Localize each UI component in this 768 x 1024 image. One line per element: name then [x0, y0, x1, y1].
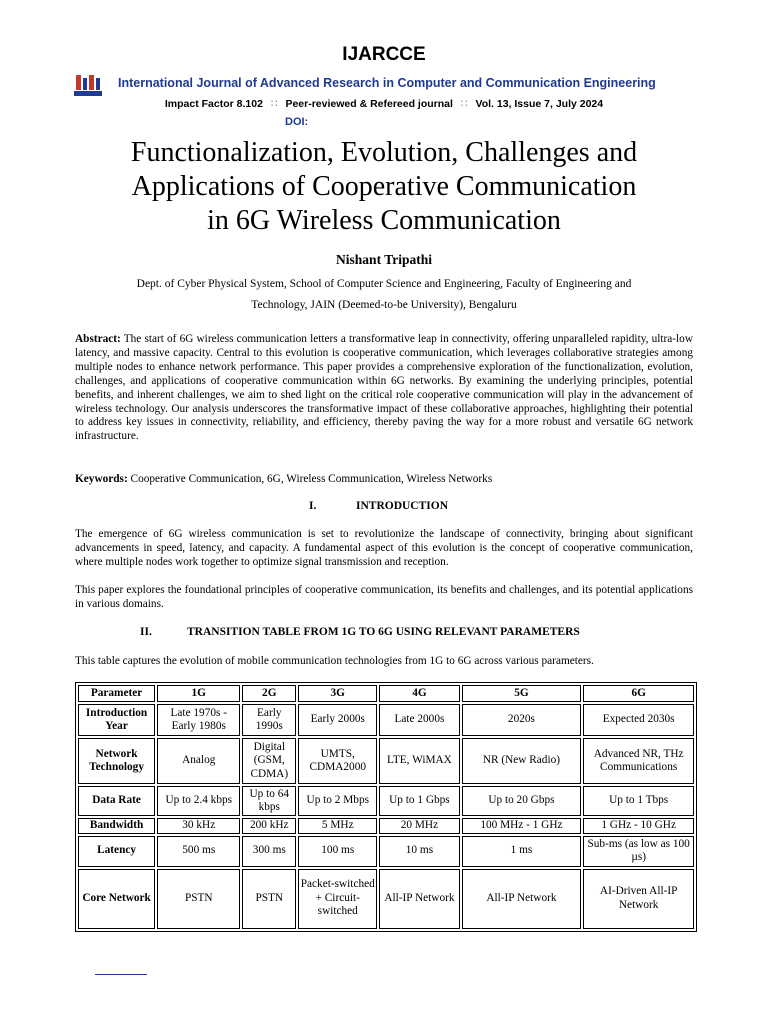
impact-factor: Impact Factor 8.102: [164, 98, 263, 110]
keywords-text: Cooperative Communication, 6G, Wireless Communication, Wireless Networks: [130, 473, 493, 485]
table-cell: LTE, WiMAX: [379, 738, 459, 784]
table-cell: All-IP Network: [462, 869, 582, 929]
intro-paragraph-1: The emergence of 6G wireless communication is set to revolutionize the landscape of connectivity, bringing about significant advancements in speed, latency, and capacity. A fundamental aspect of this evolution is the concept of cooperative communication, where multiple nodes work together to optimize signal transmission and reception.: [75, 528, 693, 568]
table-row-header: Latency: [78, 836, 155, 867]
table-cell: 2020s: [462, 704, 582, 736]
table-cell: 200 kHz: [242, 818, 296, 834]
table-cell: 100 ms: [298, 836, 377, 867]
journal-abbreviation: IJARCCE: [342, 44, 426, 65]
table-row-header: Network Technology: [78, 738, 155, 784]
section-title: TRANSITION TABLE FROM 1G TO 6G USING RELEVANT PARAMETERS: [187, 626, 580, 638]
table-cell: 300 ms: [242, 836, 296, 867]
affiliation-line: Dept. of Cyber Physical System, School of Computer Science and Engineering, Faculty of Engineering and: [136, 278, 632, 290]
table-row-header: Introduction Year: [78, 704, 155, 736]
table-cell: Up to 1 Tbps: [583, 786, 694, 816]
table-cell: All-IP Network: [379, 869, 459, 929]
transition-table: [75, 682, 697, 932]
table-cell: Early 1990s: [242, 704, 296, 736]
journal-meta-line: [0, 98, 768, 110]
table-cell: Analog: [157, 738, 240, 784]
table-row: [78, 836, 694, 867]
table-header-cell: 1G: [157, 685, 240, 702]
table-cell: PSTN: [242, 869, 296, 929]
separator-icon: ∷: [270, 98, 278, 110]
author-name: Nishant Tripathi: [336, 252, 432, 267]
keywords-label: Keywords:: [75, 473, 128, 485]
table-cell: Late 2000s: [379, 704, 459, 736]
title-line: Functionalization, Evolution, Challenges and: [130, 137, 638, 168]
table-cell: Early 2000s: [298, 704, 377, 736]
title-line: in 6G Wireless Communication: [207, 205, 561, 236]
table-header-cell: 6G: [583, 685, 694, 702]
table-row: [78, 738, 694, 784]
table-cell: Advanced NR, THz Communications: [583, 738, 694, 784]
volume-issue: Vol. 13, Issue 7, July 2024: [475, 98, 604, 110]
table-header-cell: Parameter: [78, 685, 155, 702]
keywords: [75, 473, 693, 487]
table-cell: Up to 1 Gbps: [379, 786, 459, 816]
table-header-cell: 4G: [379, 685, 459, 702]
table-cell: NR (New Radio): [462, 738, 582, 784]
table-cell: Expected 2030s: [583, 704, 694, 736]
abstract-text: The start of 6G wireless communication letters a transformative leap in connectivity, offering unparalleled rapidity, ultra-low latency, and massive capacity. Central to this evolution is cooperative communication, which leverages collaborative strategies among multiple nodes to enhance network performance. This paper provides a comprehensive exploration of the functionalization, evolution, challenges, and applications of cooperative communication within 6G networks. By examining the underlying principles, potential benefits, and inherent challenges, we aim to shed light on the critical role cooperative communication will play in the advancement of wireless technology. Our analysis underscores the transformative impact of these collaborative approaches, highlighting their potential to address key issues in connectivity, reliability, and efficiency, thereby paving the way for a more robust and versatile 6G network infrastructure.: [75, 333, 693, 443]
table-cell: 10 ms: [379, 836, 459, 867]
table-cell: 20 MHz: [379, 818, 459, 834]
table-cell: 100 MHz - 1 GHz: [462, 818, 582, 834]
journal-name: International Journal of Advanced Research in Computer and Communication Engineering: [118, 76, 656, 90]
affiliation: [90, 274, 678, 316]
table-header-cell: 3G: [298, 685, 377, 702]
affiliation-line: Technology, JAIN (Deemed-to-be University), Bengaluru: [251, 299, 517, 311]
table-cell: 500 ms: [157, 836, 240, 867]
table-row: [78, 786, 694, 816]
table-cell: Up to 2.4 kbps: [157, 786, 240, 816]
table-row-header: Data Rate: [78, 786, 155, 816]
table-cell: PSTN: [157, 869, 240, 929]
table-cell: Digital (GSM, CDMA): [242, 738, 296, 784]
doi-link[interactable]: DOI:: [285, 116, 309, 128]
table-header-row: [78, 685, 694, 702]
table-cell: Sub-ms (as low as 100 µs): [583, 836, 694, 867]
table-cell: Up to 20 Gbps: [462, 786, 582, 816]
abstract: [75, 333, 693, 444]
table-intro: This table captures the evolution of mobile communication technologies from 1G to 6G across various parameters.: [75, 655, 594, 667]
footer-link-underline[interactable]: [95, 974, 147, 975]
table-cell: 5 MHz: [298, 818, 377, 834]
table-cell: UMTS, CDMA2000: [298, 738, 377, 784]
table-header-cell: 5G: [462, 685, 582, 702]
table-cell: Late 1970s - Early 1980s: [157, 704, 240, 736]
table-cell: Up to 64 kbps: [242, 786, 296, 816]
table-row-header: Core Network: [78, 869, 155, 929]
table-row: [78, 818, 694, 834]
table-cell: Packet-switched + Circuit-switched: [298, 869, 377, 929]
paper-title: [0, 136, 768, 238]
table-cell: 1 ms: [462, 836, 582, 867]
table-cell: Up to 2 Mbps: [298, 786, 377, 816]
review-status: Peer-reviewed & Refereed journal: [285, 98, 453, 110]
table-cell: AI-Driven All-IP Network: [583, 869, 694, 929]
table-cell: 1 GHz - 10 GHz: [583, 818, 694, 834]
table-row: [78, 869, 694, 929]
journal-logo: [74, 72, 102, 96]
section-title: INTRODUCTION: [356, 500, 449, 512]
abstract-label: Abstract:: [75, 333, 121, 345]
table-header-cell: 2G: [242, 685, 296, 702]
table-row-header: Bandwidth: [78, 818, 155, 834]
section-number: II.: [140, 626, 152, 638]
intro-paragraph-2: This paper explores the foundational principles of cooperative communication, its benefits and challenges, and its potential applications in various domains.: [75, 584, 693, 610]
section-number: I.: [309, 500, 317, 512]
title-line: Applications of Cooperative Communication: [131, 171, 637, 202]
separator-icon: ∷: [460, 98, 468, 110]
table-row: [78, 704, 694, 736]
table-cell: 30 kHz: [157, 818, 240, 834]
